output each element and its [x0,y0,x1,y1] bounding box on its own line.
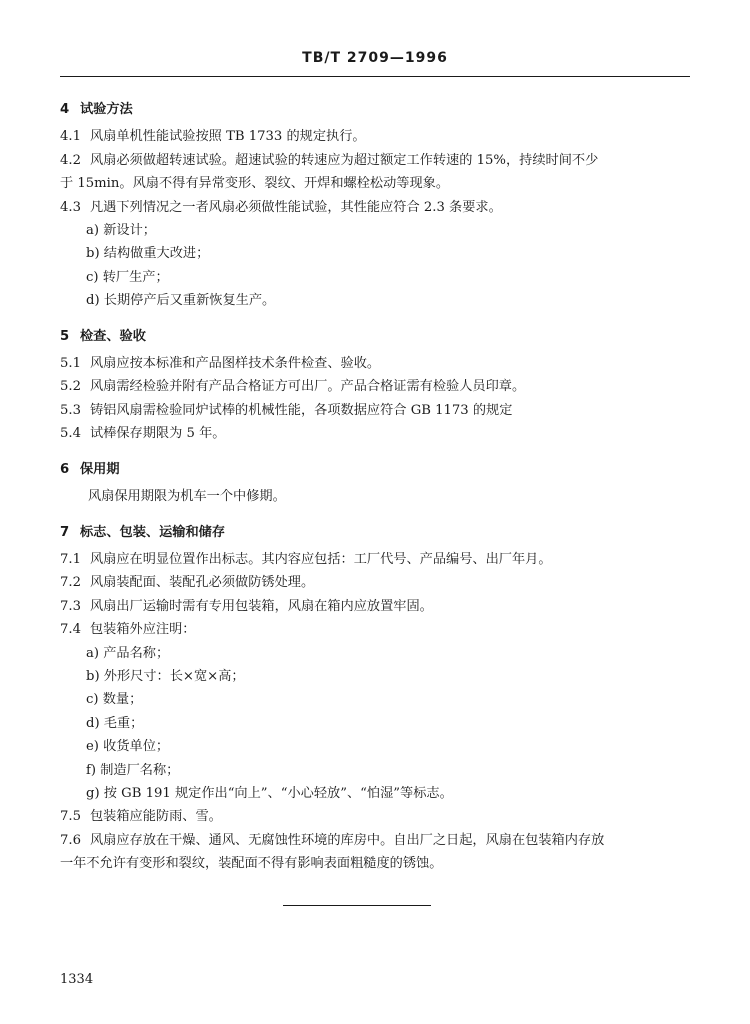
clause-7-1: 7.1 风扇应在明显位置作出标志。其内容应包括：工厂代号、产品编号、出厂年月。 [60,551,552,567]
list-item: a) 新设计； [86,223,156,239]
end-rule [283,905,431,906]
clause-5-2: 5.2 风扇需经检验并附有产品合格证方可出厂。产品合格证需有检验人员印章。 [60,379,526,395]
list-item: b) 外形尺寸：长×宽×高； [86,668,245,684]
clause-4-1: 4.1 风扇单机性能试验按照 TB 1733 的规定执行。 [60,129,366,145]
list-item: c) 转厂生产； [86,269,169,285]
clause-5-4: 5.4 试棒保存期限为 5 年。 [60,426,226,442]
section-heading-4: 4 试验方法 [60,102,133,117]
list-item: d) 长期停产后又重新恢复生产。 [86,293,276,309]
section-heading-5: 5 检查、验收 [60,328,146,344]
list-item: b) 结构做重大改进； [86,246,210,262]
clause-4-3: 4.3 凡遇下列情况之一者风扇必须做性能试验，其性能应符合 2.3 条要求。 [60,199,502,215]
clause-4-2-cont: 于 15min。风扇不得有异常变形、裂纹、开焊和螺栓松动等现象。 [60,176,450,192]
list-item: e) 收货单位； [86,739,170,755]
list-item: d) 毛重； [86,715,144,731]
section-heading-6: 6 保用期 [60,461,120,477]
clause-7-5: 7.5 包装箱应能防雨、雪。 [60,809,222,825]
clause-4-2: 4.2 风扇必须做超转速试验。超速试验的转速应为超过额定工作转速的 15%，持续时间不少 [60,152,599,168]
list-item: a) 产品名称； [86,645,170,661]
header-rule [60,76,690,77]
clause-5-3: 5.3 铸铝风扇需检验同炉试棒的机械性能，各项数据应符合 GB 1173 的规定 [60,402,513,418]
clause-7-6-cont: 一年不允许有变形和裂纹，装配面不得有影响表面粗糙度的锈蚀。 [60,856,443,872]
clause-5-1: 5.1 风扇应按本标准和产品图样技术条件检查、验收。 [60,356,381,372]
paragraph-6: 风扇保用期限为机车一个中修期。 [88,489,286,505]
list-item: f) 制造厂名称； [86,762,180,778]
page-header: TB/T 2709—1996 [302,50,448,66]
section-heading-7: 7 标志、包装、运输和储存 [60,524,226,540]
list-item: g) 按 GB 191 规定作出“向上”、“小心轻放”、“怕湿”等标志。 [86,785,453,801]
list-item: c) 数量； [86,692,143,708]
clause-7-3: 7.3 风扇出厂运输时需有专用包装箱，风扇在箱内应放置牢固。 [60,598,433,614]
page-number: 1334 [60,972,94,987]
document-body [60,98,692,876]
clause-7-4: 7.4 包装箱外应注明： [60,622,196,638]
clause-7-2: 7.2 风扇装配面、装配孔必须做防锈处理。 [60,575,315,591]
clause-7-6: 7.6 风扇应存放在干燥、通风、无腐蚀性环境的库房中。自出厂之日起，风扇在包装箱内存放 [60,832,605,848]
